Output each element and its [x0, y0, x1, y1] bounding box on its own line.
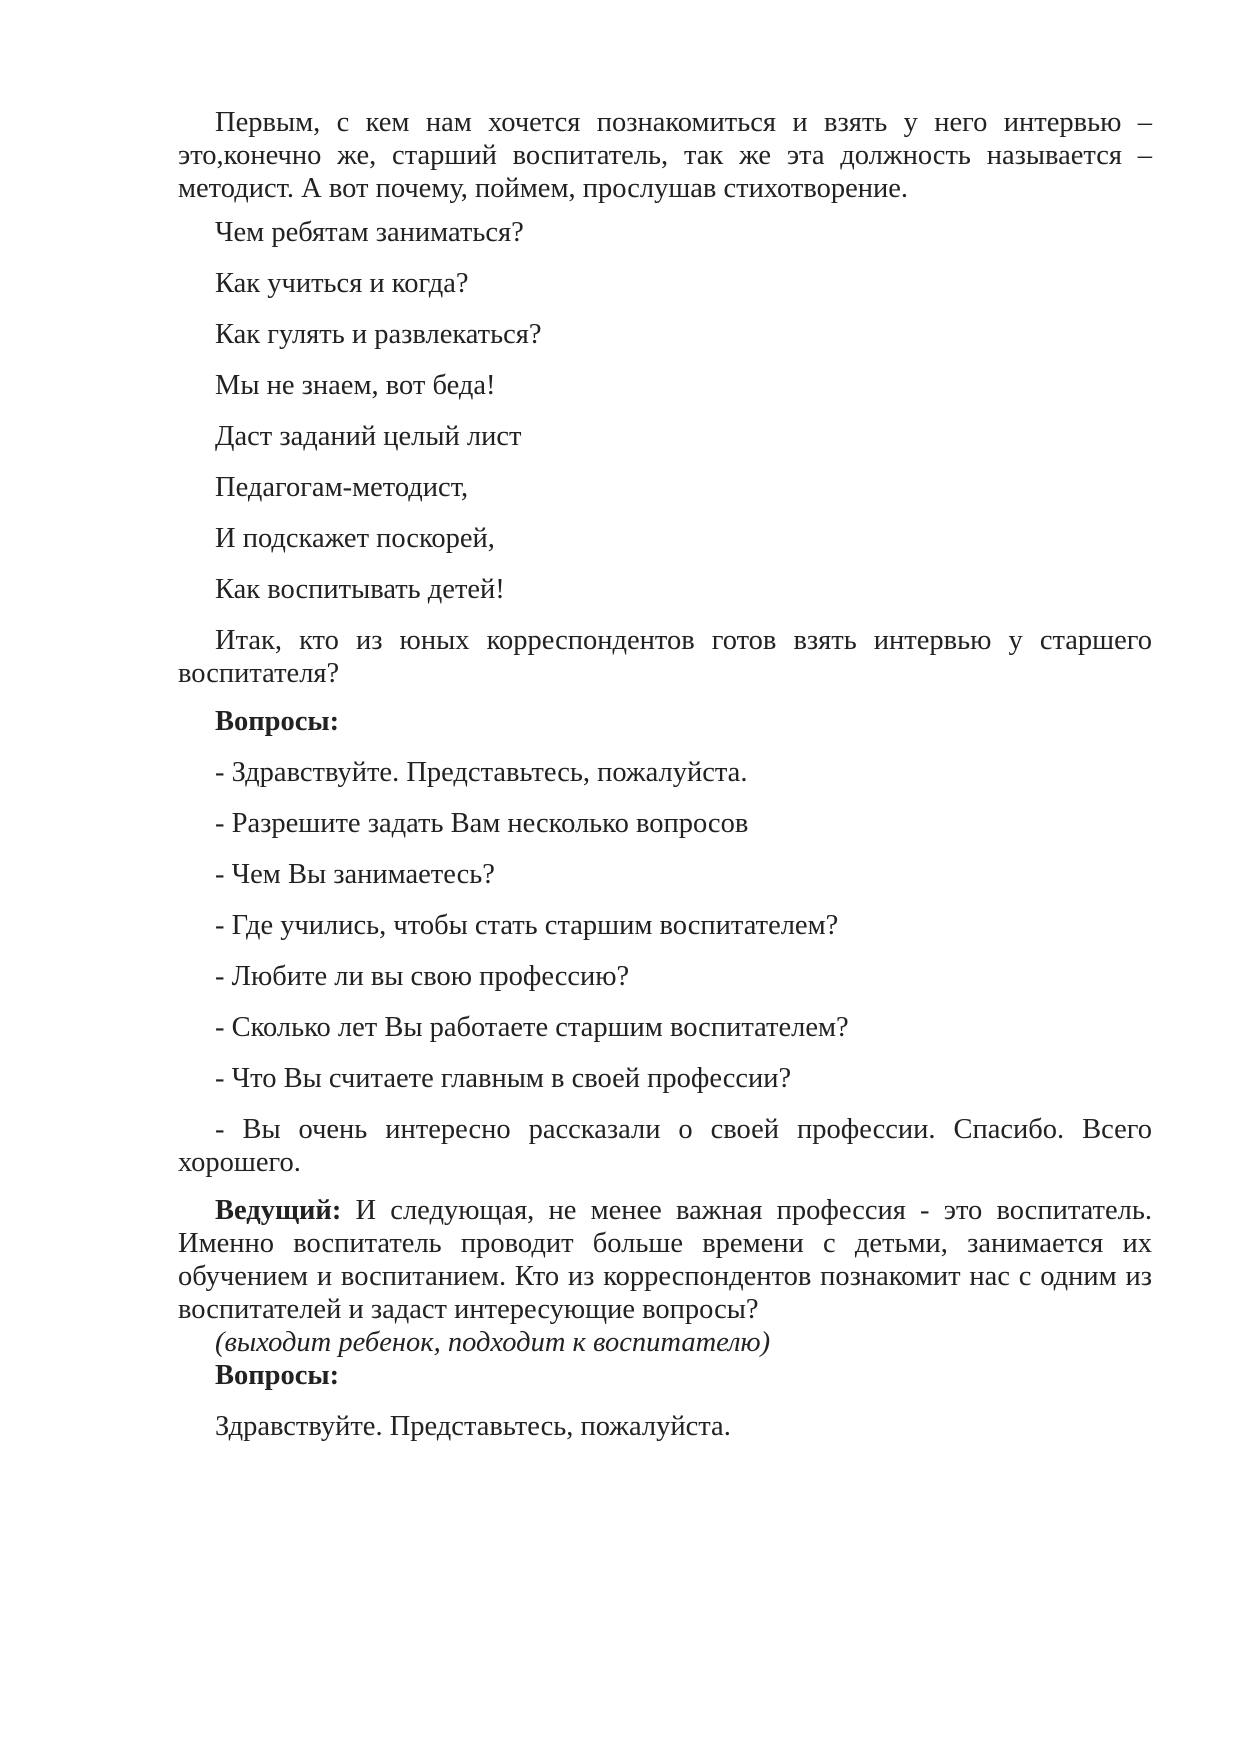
question-item: - Разрешите задать Вам несколько вопросов — [215, 808, 749, 839]
question-item: - Что Вы считаете главным в своей профессии? — [215, 1063, 792, 1094]
question-item: - Чем Вы занимаетесь? — [215, 859, 495, 890]
stage-direction: (выходит ребенок, подходит к воспитателю) — [215, 1327, 771, 1358]
poem-line: Как воспитывать детей! — [215, 574, 505, 605]
question-item: - Любите ли вы свою профессию? — [215, 961, 630, 992]
poem-line: Даст заданий целый лист — [215, 421, 522, 452]
host-paragraph — [178, 1194, 1152, 1326]
questions-heading-2: Вопросы: — [215, 1360, 340, 1391]
poem-line: И подскажет поскорей, — [215, 523, 495, 554]
question-item: - Сколько лет Вы работаете старшим воспитателем? — [215, 1012, 849, 1043]
question-call-paragraph: Итак, кто из юных корреспондентов готов взять интервью у старшего воспитателя? — [178, 625, 1152, 689]
poem-line: Чем ребятам заниматься? — [215, 217, 524, 248]
question-item: - Где учились, чтобы стать старшим воспитателем? — [215, 910, 839, 941]
intro-paragraph: Первым, с кем нам хочется познакомиться и взять у него интервью – это,конечно же, старший воспитатель, так же эта должность называется – методист. А вот почему, поймем, прослушав стихотворение. — [178, 107, 1152, 204]
host-label: Ведущий: — [215, 1195, 342, 1226]
question-item: - Здравствуйте. Представьтесь, пожалуйста. — [215, 757, 748, 788]
poem-line: Мы не знаем, вот беда! — [215, 370, 496, 401]
host-text: И следующая, не менее важная профессия - это воспитатель. Именно воспитатель проводит больше времени с детьми, занимается их обучением и воспитанием. Кто из корреспондентов познакомит нас с одним из воспитателей и задаст интересующие вопросы? — [178, 1195, 1152, 1325]
poem-line: Педагогам-методист, — [215, 472, 469, 503]
poem-line: Как учиться и когда? — [215, 268, 469, 299]
thanks-paragraph: - Вы очень интересно рассказали о своей профессии. Спасибо. Всего хорошего. — [178, 1114, 1152, 1178]
questions-heading: Вопросы: — [215, 706, 340, 737]
greeting-line: Здравствуйте. Представьтесь, пожалуйста. — [215, 1411, 731, 1442]
poem-line: Как гулять и развлекаться? — [215, 319, 542, 350]
